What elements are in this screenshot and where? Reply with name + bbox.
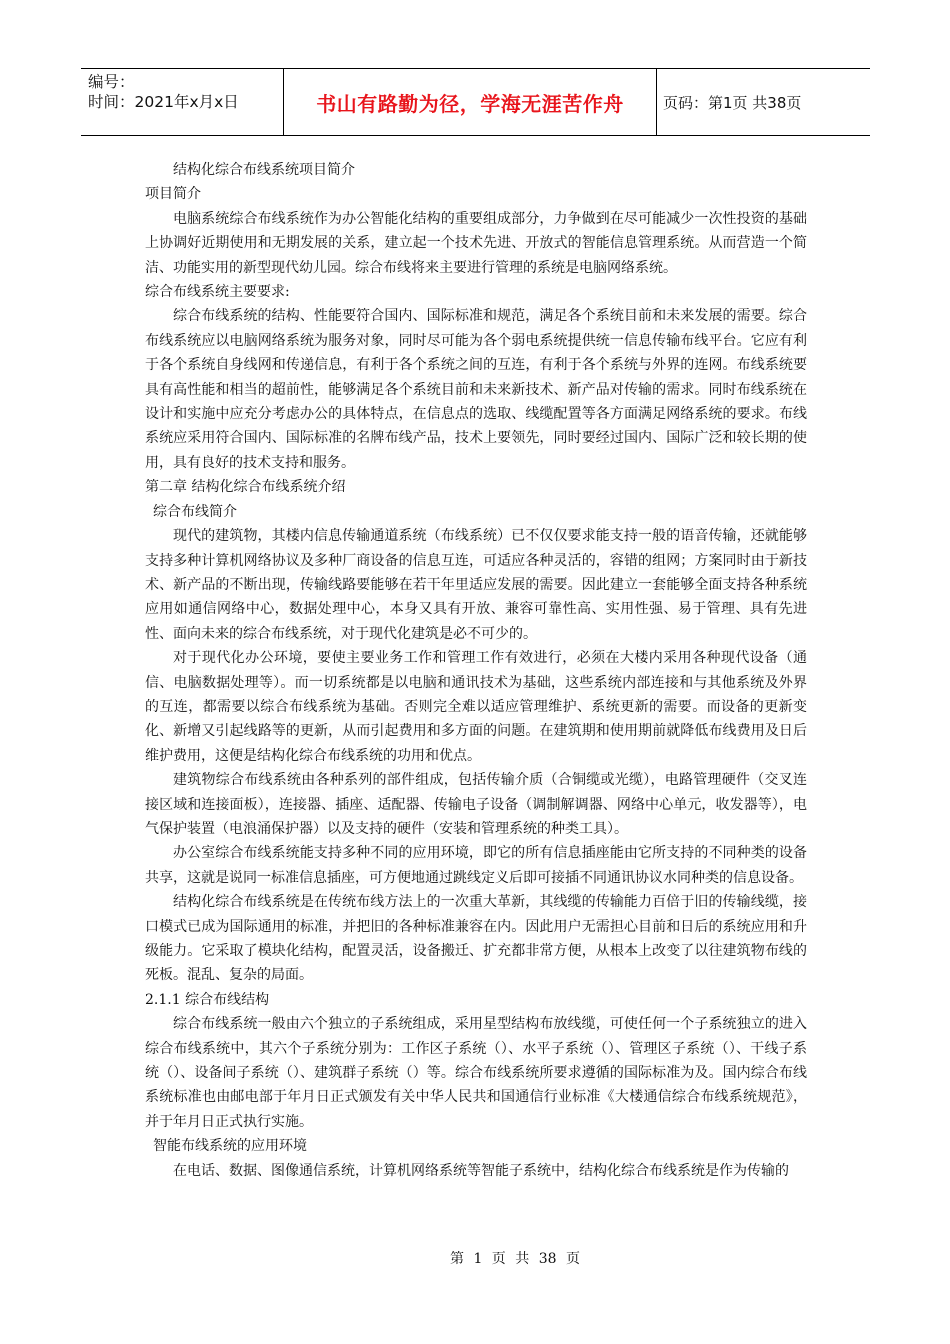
paragraph: 综合布线系统的结构、性能要符合国内、国际标准和规范，满足各个系统目前和未来发展的需要。综合布线系统应以电脑网络系统为服务对象，同时尽可能为各个弱电系统提供统一信息传输布线平台。它应有利于各个系统自身线网和传递信息，有利于各个系统之间的互连，有利于各个系统与外界的连网。布线系统要具有高性能和相当的超前性，能够满足各个系统目前和未来新技术、新产品对传输的需求。同时布线系统在设计和实施中应充分考虑办公的具体特点，在信息点的选取、线缆配置等各方面满足网络系统的要求。布线系统应采用符合国内、国际标准的名牌布线产品，技术上要领先，同时要经过国内、国际广泛和较长期的使用，具有良好的技术支持和服务。 [145, 308, 807, 471]
paragraph: 结构化综合布线系统是在传统布线方法上的一次重大革新，其线缆的传输能力百倍于旧的传输线缆，接口模式已成为国际通用的标准，并把旧的各种标准兼容在内。因此用户无需担心目前和日后的系统应用和升级能力。它采取了模块化结构，配置灵活，设备搬迁、扩充都非常方便，从根本上改变了以往建筑物布线的死板。混乱、复杂的局面。 [145, 894, 807, 984]
paragraph: 办公室综合布线系统能支持多种不同的应用环境，即它的所有信息插座能由它所支持的不同种类的设备共享，这就是说同一标准信息插座，可方便地通过跳线定义后即可接插不同通讯协议水同种类的信息设备。 [145, 845, 807, 886]
paragraph: 现代的建筑物，其楼内信息传输通道系统（布线系统）已不仅仅要求能支持一般的语音传输，还就能够支持多种计算机网络协议及多种厂商设备的信息互连，可适应各种灵活的，容错的组网；方案同时由于新技术、新产品的不断出现，传输线路要能够在若干年里适应发展的需要。因此建立一套能够全面支持各种系统应用如通信网络中心，数据处理中心，本身又具有开放、兼容可靠性高、实用性强、易于管理、具有先进性、面向未来的综合布线系统，对于现代化建筑是必不可少的。 [145, 528, 807, 642]
section-heading: 综合布线系统主要要求: [145, 284, 290, 301]
page-info: 页码：第1页 共38页 [663, 93, 802, 112]
date-line: 时间：2021年x月x日 [88, 93, 239, 111]
page-footer [0, 1248, 950, 1268]
subsection-heading: 智能布线系统的应用环境 [153, 1138, 307, 1155]
footer-page-number: 第 1 页 共 38 页 [450, 1251, 580, 1267]
subsection-heading: 综合布线简介 [153, 503, 237, 520]
header-meta-cell [81, 69, 284, 135]
header-page-cell [657, 69, 870, 135]
header-motto-cell [284, 69, 657, 135]
document-body [145, 158, 807, 1183]
paragraph: 对于现代化办公环境，要使主要业务工作和管理工作有效进行，必须在大楼内采用各种现代设备（通信、电脑数据处理等）。而一切系统都是以电脑和通讯技术为基础，这些系统内部连接和与其他系统及外界的互连，都需要以综合布线系统为基础。否则完全难以适应管理维护、系统更新的需要。而设备的更新变化、新增又引起线路等的更新，从而引起费用和多方面的问题。在建筑期和使用期前就降低布线费用及日后维护费用，这便是结构化综合布线系统的功用和优点。 [145, 650, 807, 764]
paragraph: 建筑物综合布线系统由各种系列的部件组成，包括传输介质（合铜缆或光缆），电路管理硬件（交叉连接区域和连接面板），连接器、插座、适配器、传输电子设备（调制解调器、网络中心单元，收发器等），电气保护装置（电浪涌保护器）以及支持的硬件（安装和管理系统的种类工具）。 [145, 772, 807, 837]
document-header [81, 68, 870, 136]
motto-text: 书山有路勤为径，学海无涯苦作舟 [316, 91, 624, 116]
section-heading: 项目简介 [145, 186, 201, 203]
code-label: 编号： [88, 73, 135, 91]
paragraph: 综合布线系统一般由六个独立的子系统组成，采用星型结构布放线缆，可使任何一个子系统独立的进入综合布线系统中，其六个子系统分别为：工作区子系统（）、水平子系统（）、管理区子系统（）、干线子系统（）、设备间子系统（）、建筑群子系统（）等。综合布线系统所要求遵循的国际标准为及。国内综合布线系统标准也由邮电部于年月日正式颁发有关中华人民共和国通信行业标准《大楼通信综合布线系统规范》，并于年月日正式执行实施。 [145, 1016, 807, 1130]
chapter-heading: 第二章 结构化综合布线系统介绍 [145, 479, 346, 496]
paragraph: 电脑系统综合布线系统作为办公智能化结构的重要组成部分，力争做到在尽可能减少一次性投资的基础上协调好近期使用和无期发展的关系，建立起一个技术先进、开放式的智能信息管理系统。从而营造一个简洁、功能实用的新型现代幼儿园。综合布线将来主要进行管理的系统是电脑网络系统。 [145, 210, 807, 276]
subsection-heading: 2.1.1 综合布线结构 [145, 991, 270, 1008]
paragraph: 在电话、数据、图像通信系统，计算机网络系统等智能子系统中，结构化综合布线系统是作为传输的 [173, 1162, 789, 1179]
document-title: 结构化综合布线系统项目简介 [173, 162, 355, 178]
